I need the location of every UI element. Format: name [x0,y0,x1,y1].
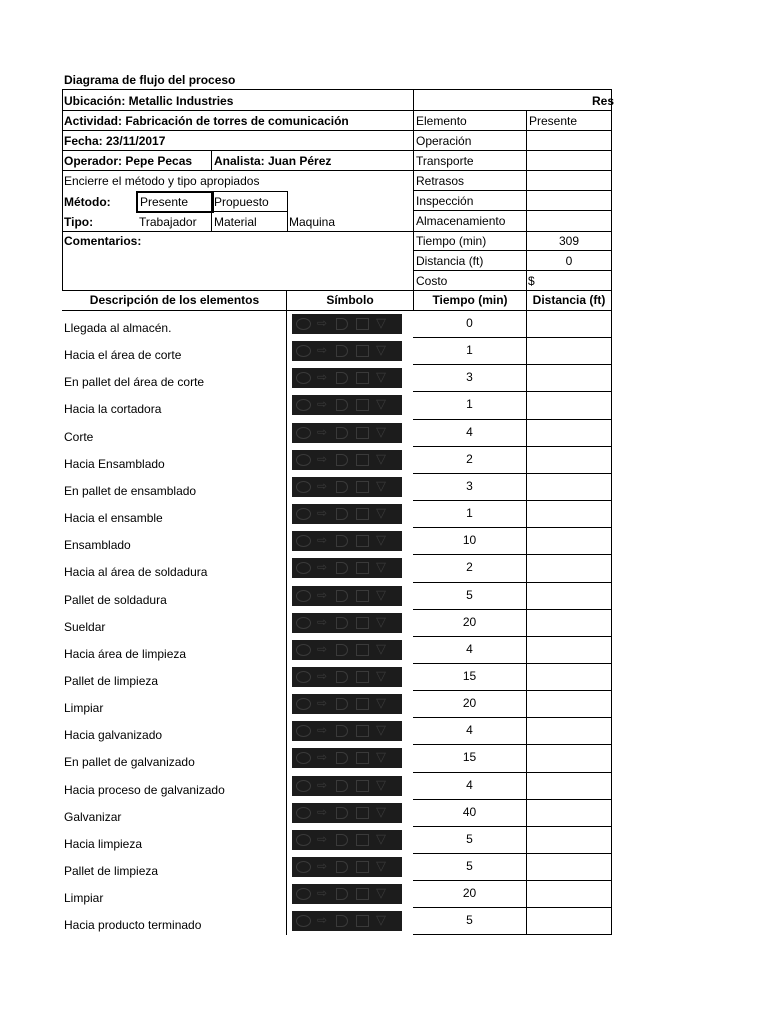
symbol-selector[interactable] [292,558,402,578]
divider [62,231,612,232]
triangle-icon[interactable]: ▽ [376,885,386,900]
col-simbolo: Símbolo [326,293,374,307]
circle-icon[interactable] [296,861,311,873]
row-description: Llegada al almacén. [64,321,172,335]
triangle-icon[interactable]: ▽ [376,315,386,330]
circle-icon[interactable] [296,888,311,900]
row-divider [413,772,612,773]
arrow-icon[interactable]: ⇨ [317,615,328,629]
d-shape-icon[interactable] [336,644,348,656]
row-description: Pallet de limpieza [64,864,159,878]
row-description: Hacia Ensamblado [64,457,165,471]
square-icon[interactable] [356,644,369,656]
summary-row-label: Distancia (ft) [416,254,484,268]
row-tiempo: 20 [462,696,477,710]
symbol-selector[interactable] [292,640,402,660]
summary-col-elemento: Elemento [416,114,467,128]
divider [62,310,612,311]
row-divider [413,527,612,528]
d-shape-icon[interactable] [336,725,348,737]
symbol-selector[interactable] [292,395,402,415]
square-icon[interactable] [356,915,369,927]
summary-heading: Res [592,94,615,108]
row-tiempo: 2 [466,560,473,574]
row-divider [413,582,612,583]
square-icon[interactable] [356,698,369,710]
triangle-icon[interactable]: ▽ [376,695,386,710]
square-icon[interactable] [356,807,369,819]
symbol-selector[interactable] [292,531,402,551]
triangle-icon[interactable]: ▽ [376,614,386,629]
row-description: Sueldar [64,620,106,634]
arrow-icon[interactable]: ⇨ [317,859,328,873]
operador: Operador: Pepe Pecas [64,154,193,168]
row-description: Galvanizar [64,810,122,824]
row-divider [413,717,612,718]
summary-row-label: Operación [416,134,472,148]
symbol-selector[interactable] [292,667,402,687]
mid-border [413,89,414,311]
metodo-presente[interactable]: Presente [140,195,189,209]
square-icon[interactable] [356,861,369,873]
square-icon[interactable] [356,888,369,900]
row-description: Hacia galvanizado [64,728,163,742]
triangle-icon[interactable]: ▽ [376,587,386,602]
row-description: Hacia el ensamble [64,511,163,525]
row-divider [413,500,612,501]
summary-col-presente: Presente [529,114,578,128]
distance-left-border [526,290,527,935]
row-divider [413,446,612,447]
summary-row-value: $ [528,274,535,288]
fecha: Fecha: 23/11/2017 [64,134,166,148]
circle-icon[interactable] [296,752,311,764]
row-divider [413,636,612,637]
circle-icon[interactable] [296,372,311,384]
d-shape-icon[interactable] [336,861,348,873]
symbol-selector[interactable] [292,477,402,497]
row-divider [413,609,612,610]
symbol-selector[interactable] [292,341,402,361]
row-description: Pallet de limpieza [64,674,159,688]
d-shape-icon[interactable] [336,780,348,792]
arrow-icon[interactable]: ⇨ [317,832,328,846]
summary-row-label: Almacenamiento [416,214,506,228]
row-tiempo: 1 [466,506,473,520]
circle-icon[interactable] [296,644,311,656]
row-tiempo: 15 [462,669,477,683]
ubicacion: Ubicación: Metallic Industries [64,94,234,108]
triangle-icon[interactable]: ▽ [376,804,386,819]
row-tiempo: 20 [462,886,477,900]
circle-icon[interactable] [296,508,311,520]
symbol-selector[interactable] [292,613,402,633]
symbol-selector[interactable] [292,694,402,714]
row-tiempo: 5 [466,588,473,602]
row-description: Hacia proceso de galvanizado [64,783,225,797]
summary-row-value: 309 [558,234,580,248]
symbol-left-border [286,290,287,935]
row-tiempo: 4 [466,425,473,439]
square-icon[interactable] [356,372,369,384]
row-description: Hacia producto terminado [64,918,202,932]
symbol-selector[interactable] [292,368,402,388]
d-shape-icon[interactable] [336,372,348,384]
symbol-selector[interactable] [292,423,402,443]
triangle-icon[interactable]: ▽ [376,912,386,927]
circle-icon[interactable] [296,399,311,411]
square-icon[interactable] [356,780,369,792]
summary-row-value: 0 [565,254,573,268]
summary-row-label: Tiempo (min) [416,234,487,248]
d-shape-icon[interactable] [336,535,348,547]
d-shape-icon[interactable] [336,617,348,629]
arrow-icon[interactable]: ⇨ [317,750,328,764]
d-shape-icon[interactable] [336,698,348,710]
row-tiempo: 1 [466,397,473,411]
row-description: Hacia el área de corte [64,348,182,362]
analista: Analista: Juan Pérez [214,154,332,168]
d-shape-icon[interactable] [336,562,348,574]
square-icon[interactable] [356,454,369,466]
row-description: Ensamblado [64,538,131,552]
arrow-icon[interactable]: ⇨ [317,723,328,737]
arrow-icon[interactable]: ⇨ [317,479,328,493]
triangle-icon[interactable]: ▽ [376,505,386,520]
arrow-icon[interactable]: ⇨ [317,805,328,819]
circle-icon[interactable] [296,617,311,629]
circle-icon[interactable] [296,671,311,683]
symbol-selector[interactable] [292,830,402,850]
d-shape-icon[interactable] [336,590,348,602]
divider [211,150,212,170]
divider [62,170,612,171]
row-divider [413,826,612,827]
row-description: Pallet de soldadura [64,593,167,607]
divider [413,270,612,271]
d-shape-icon[interactable] [336,427,348,439]
row-divider [413,337,612,338]
square-icon[interactable] [356,481,369,493]
triangle-icon[interactable]: ▽ [376,451,386,466]
arrow-icon[interactable]: ⇨ [317,316,328,330]
arrow-icon[interactable]: ⇨ [317,425,328,439]
summary-row-label: Transporte [416,154,474,168]
triangle-icon[interactable]: ▽ [376,559,386,574]
row-divider [413,663,612,664]
circle-icon[interactable] [296,698,311,710]
metodo-propuesto[interactable]: Propuesto [214,195,269,209]
symbol-selector[interactable] [292,911,402,931]
arrow-icon[interactable]: ⇨ [317,452,328,466]
row-tiempo: 1 [466,343,473,357]
row-divider [413,799,612,800]
row-description: Limpiar [64,701,104,715]
symbol-selector[interactable] [292,721,402,741]
d-shape-icon[interactable] [336,752,348,764]
tipo-material[interactable]: Material [214,215,257,229]
circle-icon[interactable] [296,915,311,927]
square-icon[interactable] [356,725,369,737]
row-tiempo: 4 [466,642,473,656]
row-divider [413,907,612,908]
d-shape-icon[interactable] [336,915,348,927]
circle-icon[interactable] [296,318,311,330]
square-icon[interactable] [356,399,369,411]
row-description: Hacia limpieza [64,837,143,851]
arrow-icon[interactable]: ⇨ [317,560,328,574]
d-shape-icon[interactable] [336,454,348,466]
square-icon[interactable] [356,617,369,629]
tipo-maquina[interactable]: Maquina [289,215,336,229]
row-divider [413,364,612,365]
circle-icon[interactable] [296,345,311,357]
square-icon[interactable] [356,318,369,330]
row-divider [413,744,612,745]
encierre-instruction: Encierre el método y tipo apropiados [64,174,260,188]
col-descripcion: Descripción de los elementos [89,293,260,307]
d-shape-icon[interactable] [336,345,348,357]
row-description: Hacia al área de soldadura [64,565,208,579]
row-divider [413,554,612,555]
summary-row-label: Costo [416,274,448,288]
circle-icon[interactable] [296,562,311,574]
col-distancia: Distancia (ft) [532,293,606,307]
page-title: Diagrama de flujo del proceso [64,73,236,87]
square-icon[interactable] [356,562,369,574]
d-shape-icon[interactable] [336,807,348,819]
arrow-icon[interactable]: ⇨ [317,642,328,656]
square-icon[interactable] [356,535,369,547]
left-border [62,89,63,291]
summary-row-label: Retrasos [416,174,465,188]
symbol-selector[interactable] [292,803,402,823]
row-divider [413,880,612,881]
row-divider [413,419,612,420]
d-shape-icon[interactable] [336,399,348,411]
triangle-icon[interactable]: ▽ [376,641,386,656]
arrow-icon[interactable]: ⇨ [317,533,328,547]
triangle-icon[interactable]: ▽ [376,858,386,873]
symbol-selector[interactable] [292,450,402,470]
triangle-icon[interactable]: ▽ [376,478,386,493]
tipo-trabajador[interactable]: Trabajador [139,215,197,229]
row-description: Hacia la cortadora [64,402,162,416]
row-divider [413,853,612,854]
row-tiempo: 0 [466,316,473,330]
row-description: En pallet de galvanizado [64,755,195,769]
triangle-icon[interactable]: ▽ [376,749,386,764]
right-border [611,89,612,935]
row-description: Corte [64,430,94,444]
circle-icon[interactable] [296,725,311,737]
divider [413,190,612,191]
d-shape-icon[interactable] [336,481,348,493]
actividad: Actividad: Fabricación de torres de comunicación [64,114,349,128]
row-tiempo: 10 [462,533,477,547]
symbol-selector[interactable] [292,884,402,904]
row-tiempo: 15 [462,750,477,764]
circle-icon[interactable] [296,780,311,792]
row-tiempo: 3 [466,370,473,384]
circle-icon[interactable] [296,590,311,602]
row-description: Limpiar [64,891,104,905]
symbol-selector[interactable] [292,748,402,768]
triangle-icon[interactable]: ▽ [376,424,386,439]
arrow-icon[interactable]: ⇨ [317,588,328,602]
summary-col-border [526,110,527,310]
row-tiempo: 3 [466,479,473,493]
row-divider [413,391,612,392]
symbol-selector[interactable] [292,586,402,606]
triangle-icon[interactable]: ▽ [376,369,386,384]
header-top-border [62,89,612,90]
d-shape-icon[interactable] [336,318,348,330]
arrow-icon[interactable]: ⇨ [317,913,328,927]
divider [413,210,612,211]
row-tiempo: 20 [462,615,477,629]
tipo-label: Tipo: [64,215,94,229]
divider [62,110,612,111]
d-shape-icon[interactable] [336,888,348,900]
arrow-icon[interactable]: ⇨ [317,370,328,384]
row-tiempo: 2 [466,452,473,466]
row-description: En pallet del área de corte [64,375,205,389]
arrow-icon[interactable]: ⇨ [317,696,328,710]
square-icon[interactable] [356,590,369,602]
arrow-icon[interactable]: ⇨ [317,397,328,411]
triangle-icon[interactable]: ▽ [376,396,386,411]
triangle-icon[interactable]: ▽ [376,532,386,547]
row-tiempo: 4 [466,723,473,737]
triangle-icon[interactable]: ▽ [376,777,386,792]
row-description: Hacia área de limpieza [64,647,187,661]
row-tiempo: 4 [466,778,473,792]
symbol-selector[interactable] [292,857,402,877]
circle-icon[interactable] [296,454,311,466]
summary-row-label: Inspección [416,194,474,208]
square-icon[interactable] [356,508,369,520]
arrow-icon[interactable]: ⇨ [317,778,328,792]
symbol-selector[interactable] [292,776,402,796]
triangle-icon[interactable]: ▽ [376,722,386,737]
symbol-selector[interactable] [292,314,402,334]
square-icon[interactable] [356,752,369,764]
arrow-icon[interactable]: ⇨ [317,506,328,520]
circle-icon[interactable] [296,535,311,547]
row-tiempo: 40 [462,805,477,819]
row-divider [413,690,612,691]
square-icon[interactable] [356,834,369,846]
metodo-label: Método: [64,195,111,209]
comentarios-label: Comentarios: [64,234,142,248]
arrow-icon[interactable]: ⇨ [317,669,328,683]
row-tiempo: 5 [466,832,473,846]
square-icon[interactable] [356,345,369,357]
col-tiempo: Tiempo (min) [432,293,508,307]
arrow-icon[interactable]: ⇨ [317,886,328,900]
circle-icon[interactable] [296,807,311,819]
divider [62,130,612,131]
circle-icon[interactable] [296,427,311,439]
row-tiempo: 5 [466,913,473,927]
divider [62,290,612,291]
arrow-icon[interactable]: ⇨ [317,343,328,357]
row-divider [413,473,612,474]
d-shape-icon[interactable] [336,508,348,520]
triangle-icon[interactable]: ▽ [376,668,386,683]
circle-icon[interactable] [296,481,311,493]
row-divider [413,934,612,935]
d-shape-icon[interactable] [336,834,348,846]
d-shape-icon[interactable] [336,671,348,683]
symbol-selector[interactable] [292,504,402,524]
row-tiempo: 5 [466,859,473,873]
square-icon[interactable] [356,427,369,439]
triangle-icon[interactable]: ▽ [376,342,386,357]
divider [413,250,612,251]
triangle-icon[interactable]: ▽ [376,831,386,846]
row-description: En pallet de ensamblado [64,484,197,498]
divider [62,150,612,151]
square-icon[interactable] [356,671,369,683]
circle-icon[interactable] [296,834,311,846]
